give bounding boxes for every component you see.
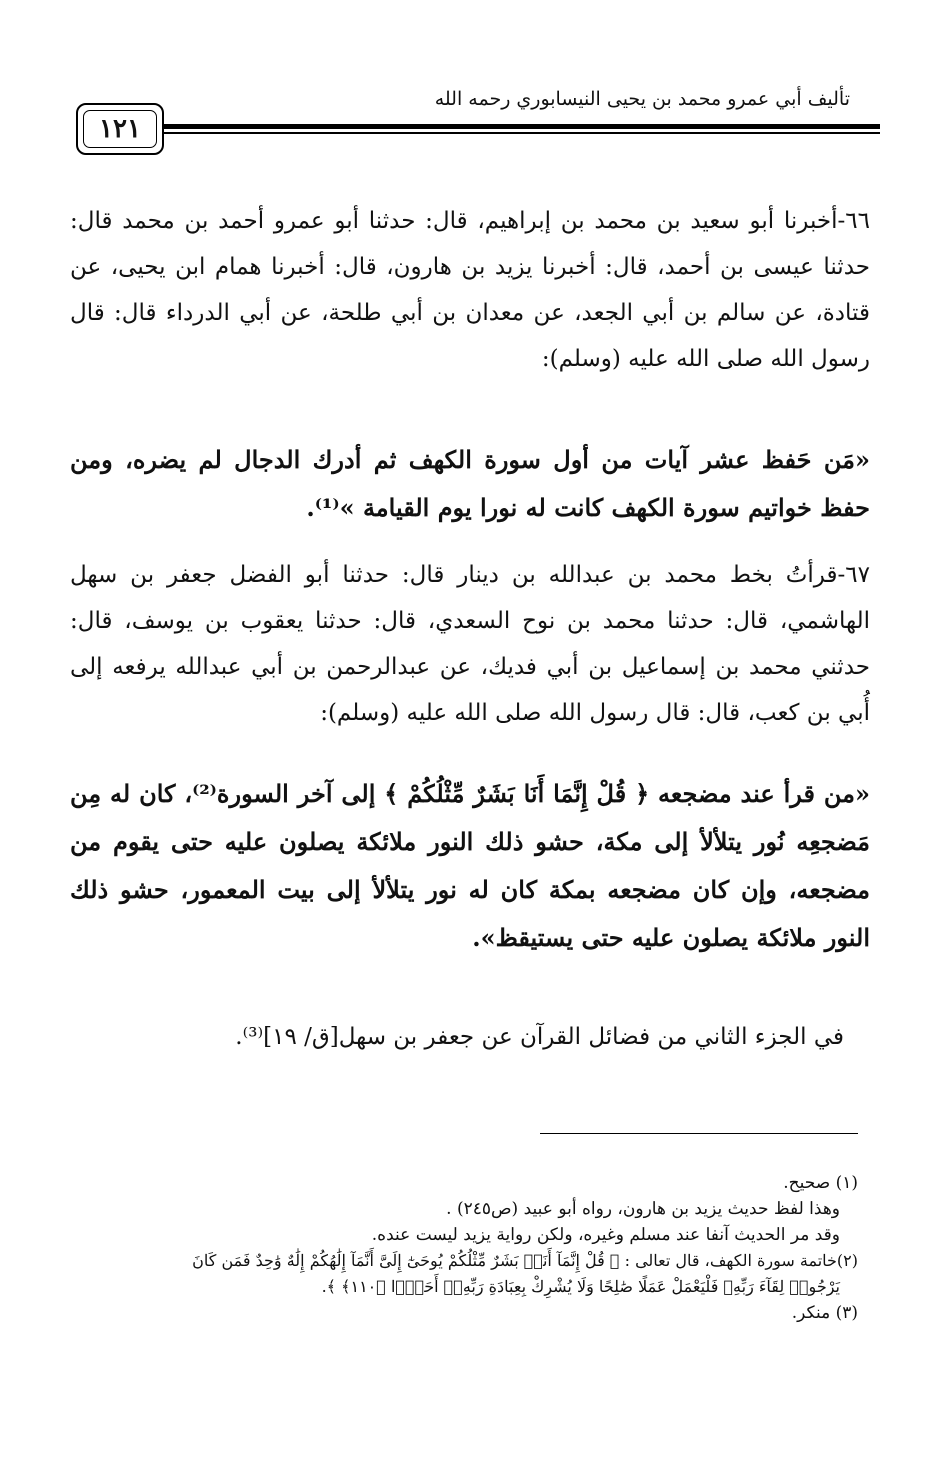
footnote-3: (٣) منكر. bbox=[791, 1303, 858, 1323]
header-rule-thick bbox=[160, 124, 880, 129]
source-note: في الجزء الثاني من فضائل القرآن عن جعفر بن سهل[ق/ ١٩]⁽³⁾. bbox=[235, 1024, 844, 1050]
footnote-1-line-3: وقد مر الحديث آنفا عند مسلم وغيره، ولكن رواية يزيد ليست عنده. bbox=[371, 1225, 840, 1245]
footnote-1-line-2: وهذا لفظ حديث يزيد بن هارون، رواه أبو عبيد (ص٢٤٥) . bbox=[446, 1199, 840, 1219]
footnote-separator bbox=[540, 1133, 858, 1134]
page-number-frame bbox=[76, 103, 164, 155]
footnotes bbox=[54, 1170, 858, 1326]
paragraph-66: ٦٦-أخبرنا أبو سعيد بن محمد بن إبراهيم، قال: حدثنا أبو عمرو أحمد بن محمد قال: حدثنا عيسى بن أحمد، قال: أخبرنا يزيد بن هارون، قال: أخبرنا همام ابن يحيى، عن قتادة، عن سالم بن أبي الجعد، عن معدان بن أبي طلحة، عن أبي الدرداء قال: قال رسول الله صلى الله عليه (وسلم): bbox=[70, 208, 870, 372]
page-number: ١٢١ bbox=[99, 114, 141, 144]
hadith-2: «من قرأ عند مضجعه ﴿ قُلْ إِنَّمَا أَنَا بَشَرٌ مِّثْلُكُمْ ﴾ إلى آخر السورة⁽²⁾، كان له مِن مَضجعِه نُور يتلألأ إلى مكة، حشو ذلك النور ملائكة يصلون عليه حتى يقوم من مضجعه، وإن كان مضجعه بمكة كان له نور يتلألأ إلى بيت المعمور، حشو ذلك النور ملائكة يصلون عليه حتى يستيقظ». bbox=[70, 779, 870, 952]
footnote-1-label: (١) صحيح. bbox=[783, 1173, 858, 1193]
header-rule-thin bbox=[160, 132, 880, 134]
footnote-2-line-1: (٢)خاتمة سورة الكهف، قال تعالى : ﴿ قُلْ إِنَّمَآ أَنَا۠ بَشَرٌ مِّثْلُكُمْ يُوحَىٰٓ إِلَىَّ أَنَّمَآ إِلَٰهُكُمْ إِلَٰهٌ وَٰحِدٌ فَمَن كَانَ bbox=[192, 1251, 858, 1270]
footnote-2-line-2: يَرْجُوا۟ لِقَآءَ رَبِّهِۦ فَلْيَعْمَلْ عَمَلًا صَٰلِحًا وَلَا يُشْرِكْ بِعِبَادَةِ رَبِّهِۦٓ أَحَدًۢا ﴿١١٠﴾ ﴾. bbox=[321, 1277, 840, 1296]
paragraph-67: ٦٧-قرأتُ بخط محمد بن عبدالله بن دينار قال: حدثنا أبو الفضل جعفر بن سهل الهاشمي، قال: حدثنا محمد بن نوح السعدي، قال: حدثنا يعقوب بن يوسف، قال: حدثني محمد بن إسماعيل بن أبي فديك، عن عبدالرحمن بن أبي عبدالله يرفعه إلى أُبي بن كعب، قال: قال رسول الله صلى الله عليه (وسلم): bbox=[70, 562, 870, 726]
running-title: تأليف أبي عمرو محمد بن يحيى النيسابوري رحمه الله bbox=[434, 88, 850, 110]
hadith-1: «مَن حَفظ عشر آيات من أول سورة الكهف ثم أدرك الدجال لم يضره، ومن حفظ خواتيم سورة الكهف كانت له نورا يوم القيامة »⁽¹⁾. bbox=[70, 445, 870, 522]
